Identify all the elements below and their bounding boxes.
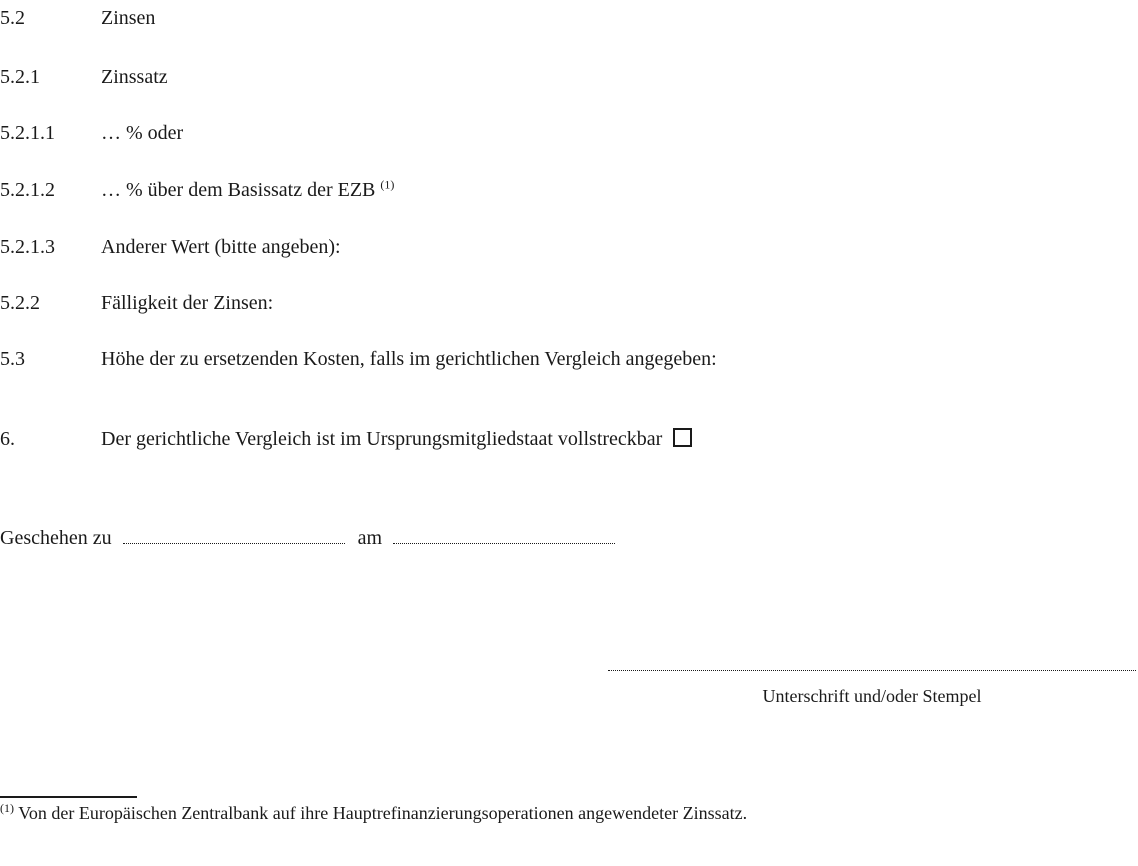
date-field[interactable] <box>393 528 615 544</box>
item-text: Der gerichtliche Vergleich ist im Ursprungsmitgliedstaat vollstreckbar <box>101 428 663 450</box>
item-text-wrap <box>101 427 692 451</box>
item-number: 5.2.1 <box>0 66 40 88</box>
place-date-line <box>0 526 615 550</box>
footnote-reference: (1) <box>380 177 395 192</box>
footnote-marker: (1) <box>0 801 14 815</box>
enforceable-checkbox[interactable] <box>673 428 692 447</box>
item-text: … % über dem Basissatz der EZB <box>101 179 376 201</box>
place-field[interactable] <box>123 528 345 544</box>
item-text: … % oder <box>101 122 184 144</box>
date-label: am <box>357 527 383 549</box>
item-number: 5.2.1.1 <box>0 122 55 144</box>
signature-field[interactable] <box>608 670 1136 671</box>
item-text: Höhe der zu ersetzenden Kosten, falls im gerichtlichen Vergleich angegeben: <box>101 348 717 370</box>
signature-caption: Unterschrift und/oder Stempel <box>762 686 982 706</box>
item-text: Zinsen <box>101 7 156 29</box>
item-number: 6. <box>0 428 15 450</box>
item-number: 5.3 <box>0 348 25 370</box>
item-number: 5.2.2 <box>0 292 40 314</box>
item-text: Zinssatz <box>101 66 168 88</box>
item-number: 5.2.1.2 <box>0 179 55 201</box>
item-number: 5.2 <box>0 7 25 29</box>
place-label: Geschehen zu <box>0 527 112 549</box>
item-text: Fälligkeit der Zinsen: <box>101 292 274 314</box>
item-text-wrap <box>101 178 394 202</box>
item-number: 5.2.1.3 <box>0 236 55 258</box>
footnote <box>0 803 747 824</box>
footnote-text: Von der Europäischen Zentralbank auf ihre Hauptrefinanzierungsoperationen angewendeter Zinssatz. <box>18 803 748 823</box>
footnote-divider <box>0 796 137 798</box>
item-text: Anderer Wert (bitte angeben): <box>101 236 341 258</box>
